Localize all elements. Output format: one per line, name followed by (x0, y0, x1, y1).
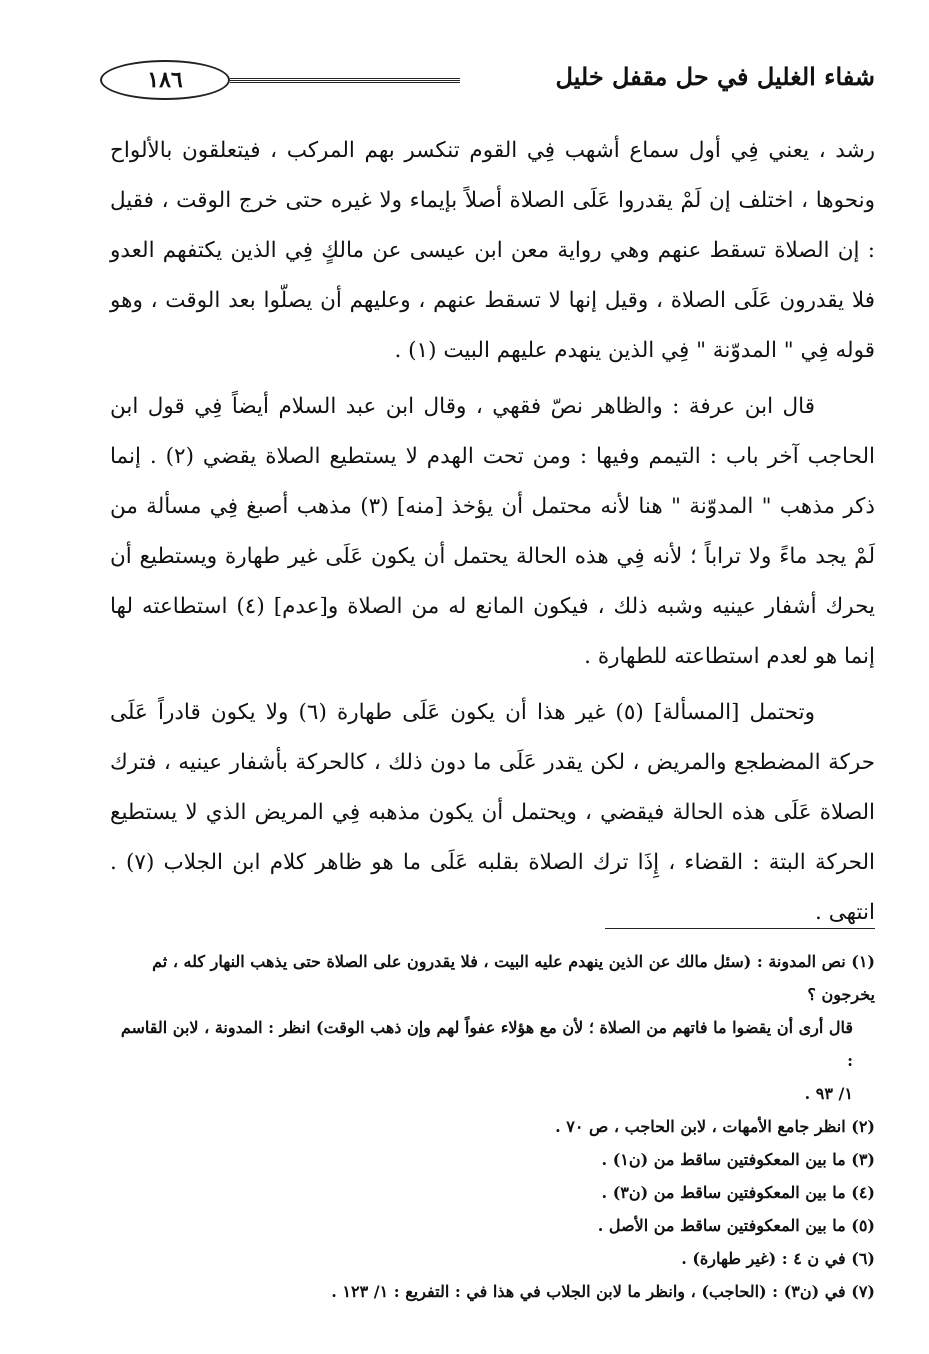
footnote-1-continuation: قال أرى أن يقضوا ما فاتهم من الصلاة ؛ لأن مع هؤلاء عفواً لهم وإن ذهب الوقت) انظر : المدونة ، لابن القاسم : (120, 1018, 853, 1070)
header-rule-thin (230, 82, 460, 83)
footnote-3: (٣) ما بين المعكوفتين ساقط من (ن١) . (601, 1150, 875, 1169)
paragraph-3: وتحتمل [المسألة] (٥) غير هذا أن يكون عَلَى طهارة (٦) ولا يكون قادراً عَلَى حركة المضطجع والمريض ، لكن يقدر عَلَى ما دون ذلك ، كالحركة بأشفار عينيه ، فترك الصلاة عَلَى هذه الحالة فيقضي ، ويحتمل أن يكون مذهبه فِي المريض الذي لا يستطيع الحركة البتة : القضاء ، إِذَا ترك الصلاة بقلبه عَلَى ما هو ظاهر كلام ابن الجلاب (٧) . انتهى . (110, 700, 875, 925)
footnotes (110, 945, 875, 1308)
footnote-5: (٥) ما بين المعكوفتين ساقط من الأصل . (597, 1216, 875, 1235)
main-text (110, 126, 875, 938)
paragraph-1: رشد ، يعني فِي أول سماع أشهب فِي القوم تنكسر بهم المركب ، فيتعلقون بالألواح ونحوها ، اختلف إن لَمْ يقدروا عَلَى الصلاة أصلاً بإيماء ولا غيره حتى خرج الوقت ، فقيل : إن الصلاة تسقط عنهم وهي رواية معن ابن عيسى عن مالكٍ فِي الذين يكتفهم العدو فلا يقدرون عَلَى الصلاة ، وقيل إنها لا تسقط عنهم ، وعليهم أن يصلّوا بعد الوقت ، وهو قوله فِي " المدوّنة " فِي الذين ينهدم عليهم البيت (١) . (110, 138, 875, 363)
header-rule (230, 78, 460, 81)
running-title: شفاء الغليل في حل مقفل خليل (555, 62, 875, 91)
footnote-1-reference: ١/ ٩٣ . (804, 1084, 853, 1103)
footnote-separator (605, 928, 875, 929)
page-number: ١٨٦ (100, 60, 230, 100)
footnote-2: (٢) انظر جامع الأمهات ، لابن الحاجب ، ص ٧٠ . (555, 1117, 875, 1136)
footnote-7: (٧) في (ن٣) : (الحاجب) ، وانظر ما لابن الجلاب في هذا في : التفريع : ١/ ١٢٣ . (331, 1282, 875, 1301)
page-header (85, 60, 875, 110)
footnote-6: (٦) في ن ٤ : (غير طهارة) . (681, 1249, 875, 1268)
footnote-1: (١) نص المدونة : (سئل مالك عن الذين ينهدم عليه البيت ، فلا يقدرون على الصلاة حتى يذهب النهار كله ، ثم يخرجون ؟ (152, 952, 875, 1004)
paragraph-2: قال ابن عرفة : والظاهر نصّ فقهي ، وقال ابن عبد السلام أيضاً فِي قول ابن الحاجب آخر باب : التيمم وفيها : ومن تحت الهدم لا يستطيع الصلاة يقضي (٢) . إنما ذكر مذهب " المدوّنة " هنا لأنه محتمل أن يؤخذ [منه] (٣) مذهب أصبغ فِي مسألة من لَمْ يجد ماءً ولا تراباً ؛ لأنه فِي هذه الحالة يحتمل أن يكون عَلَى غير طهارة ويستطيع أن يحرك أشفار عينيه وشبه ذلك ، فيكون المانع له من الصلاة و[عدم] (٤) استطاعته لها إنما هو لعدم استطاعته للطهارة . (110, 394, 875, 669)
footnote-4: (٤) ما بين المعكوفتين ساقط من (ن٣) . (601, 1183, 875, 1202)
